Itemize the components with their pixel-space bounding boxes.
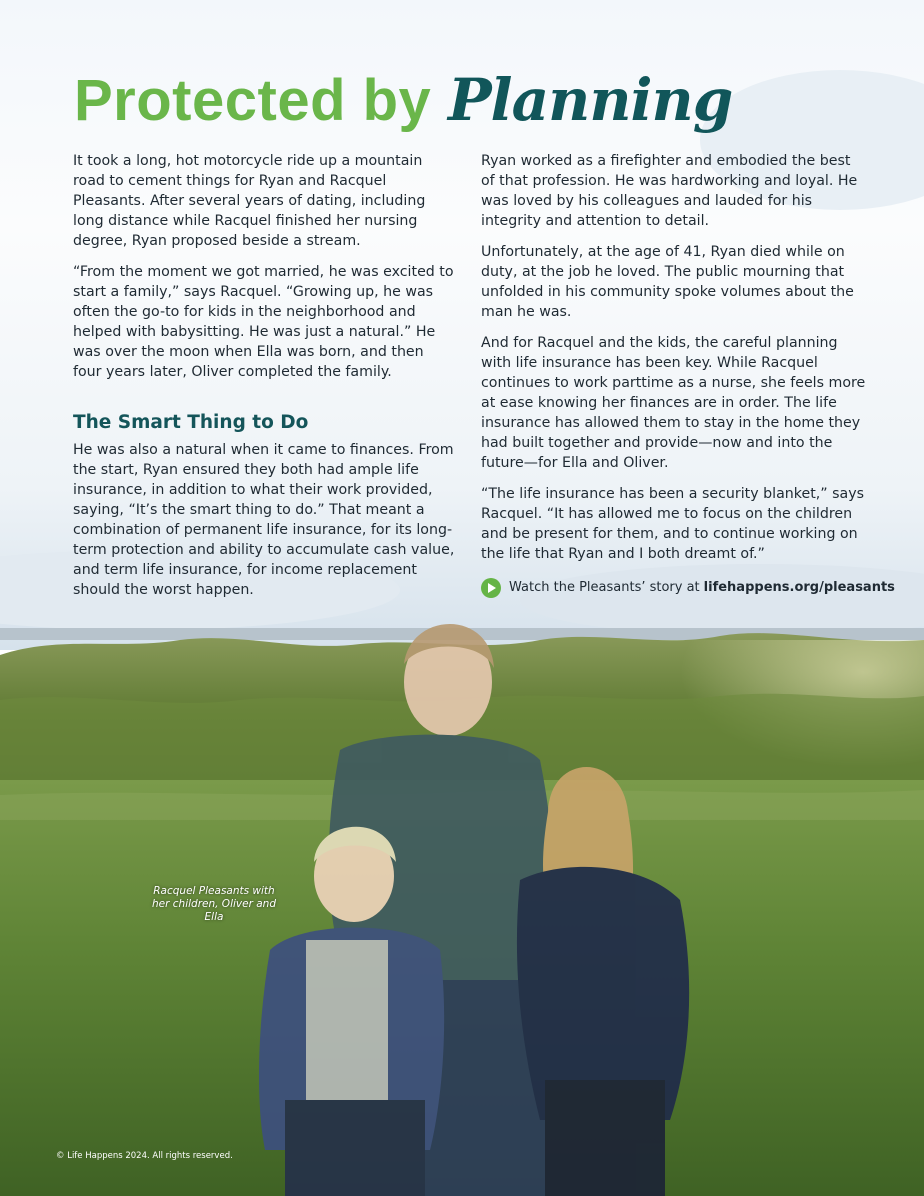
right-paragraph: And for Racquel and the kids, the careful planning with life insurance has been key. While Racquel continues to work parttime as a nurse, she feels more at ease knowing her finances are in order. The life insurance has allowed them to stay in the home they had built together and provide—now and into the future—for Ella and Oliver.: [481, 335, 866, 471]
left-paragraph: It took a long, hot motorcycle ride up a mountain road to cement things for Ryan and Racquel Pleasants. After several years of dating, including long distance while Racquel finished her nursing degree, Ryan proposed beside a stream.: [73, 153, 426, 249]
photo-caption: Racquel Pleasants with her children, Oliver and Ella: [152, 885, 276, 923]
left-paragraph: “From the moment we got married, he was excited to start a family,” says Racquel. “Growing up, he was often the go-to for kids in the neighborhood and helped with babysitting. He was just a natural.” He was over the moon when Ella was born, and then four years later, Oliver completed the family.: [73, 264, 454, 380]
section-heading: The Smart Thing to Do: [73, 412, 309, 433]
watch-story-line: [481, 578, 895, 598]
watch-text: Watch the Pleasants’ story at: [509, 580, 700, 595]
play-icon[interactable]: [481, 578, 501, 598]
story-link[interactable]: lifehappens.org/pleasants: [703, 580, 895, 595]
left-paragraph: He was also a natural when it came to finances. From the start, Ryan ensured they both had ample life insurance, in addition to what their work provided, saying, “It’s the smart thing to do.” That meant a combination of permanent life insurance, for its long-term protection and ability to accumulate cash value, and term life insurance, for income replacement should the worst happen.: [73, 442, 455, 598]
right-paragraph: Unfortunately, at the age of 41, Ryan died while on duty, at the job he loved. The public mourning that unfolded in his community spoke volumes about the man he was.: [481, 244, 854, 320]
right-column: [481, 151, 895, 598]
copyright-notice: © Life Happens 2024. All rights reserved.: [56, 1151, 233, 1161]
right-paragraph: Ryan worked as a firefighter and embodied the best of that profession. He was hardworking and loyal. He was loved by his colleagues and lauded for his integrity and attention to detail.: [481, 153, 858, 229]
page-title: [74, 62, 732, 139]
right-paragraph: “The life insurance has been a security blanket,” says Racquel. “It has allowed me to focus on the children and be present for them, and to continue working on the life that Ryan and I both dreamt of.”: [481, 486, 865, 562]
title-part-planning: Planning: [447, 66, 733, 134]
title-part-protected: Protected by: [74, 68, 448, 133]
left-column: [73, 151, 455, 611]
